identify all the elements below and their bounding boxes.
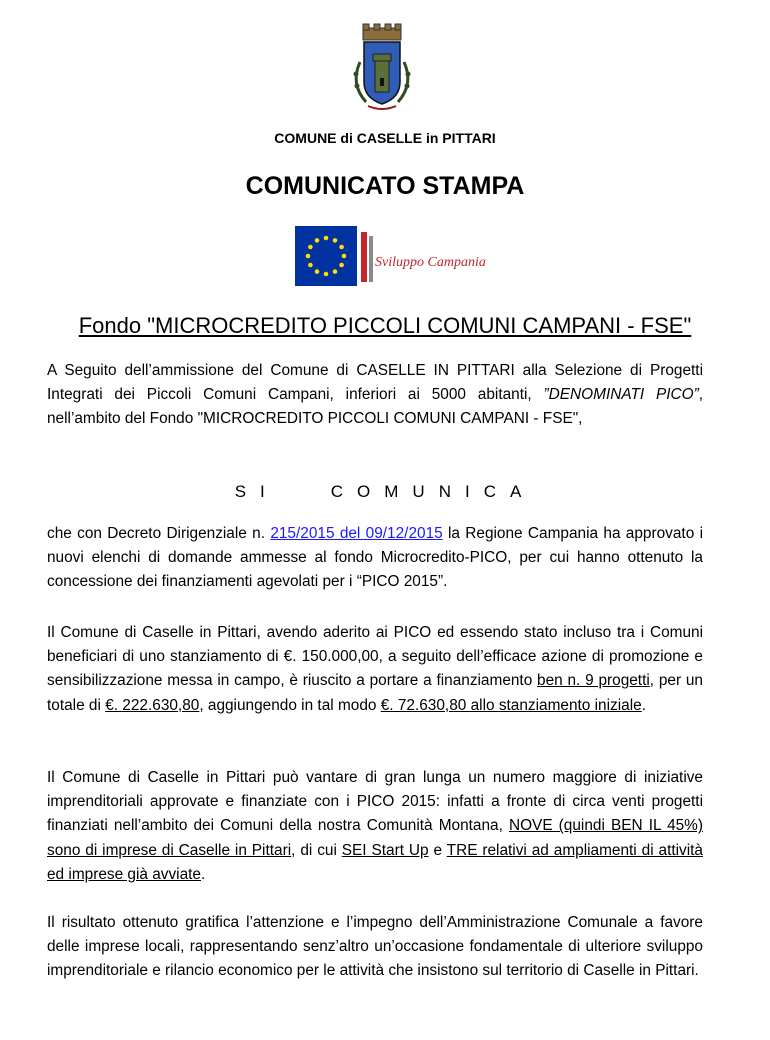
pico-italic: ”DENOMINATI PICO” (543, 386, 699, 404)
decreto-link[interactable]: 215/2015 del 09/12/2015 (270, 525, 443, 542)
finanziamento-text: Il Comune di Caselle in Pittari, avendo aderito ai PICO ed essendo stato incluso tra i Comuni beneficiari di uno stanziamento di €. 150.000,00, a seguito dell’efficace azione di promozione e sensibilizzazione messa in campo, è riuscito a portare a finanziamento (47, 624, 703, 690)
si-comunica-heading (0, 482, 770, 502)
finanziamento-text-end: . (641, 696, 646, 714)
sviluppo-logo-text: Sviluppo Campania (375, 255, 486, 270)
paragraph-finanziamento (47, 621, 703, 718)
paragraph-decreto (47, 522, 703, 595)
comune-heading: COMUNE di CASELLE in PITTARI (274, 130, 496, 146)
decreto-text-end: la Regione Campania ha approvato i nuovi elenchi di domande ammesse al fondo Microcredito-PICO, per cui hanno ottenuto la concessione dei finanziamenti agevolati per i “PICO 2015”. (47, 525, 703, 591)
tre-ampliamenti: TRE relativi ad ampliamenti di attività ed imprese già avviate (47, 841, 703, 883)
paragraph-intro (47, 359, 703, 432)
finanziamento-text-3: , aggiungendo in tal modo (199, 696, 381, 714)
sviluppo-campania-logo (357, 226, 486, 286)
iniziative-text-end: . (201, 865, 206, 883)
total-amount: €. 222.630,80 (105, 696, 200, 714)
si-word: SI (234, 482, 279, 501)
fondo-title: Fondo "MICROCREDITO PICCOLI COMUNI CAMPANI - FSE" (78, 313, 692, 338)
extra-amount: €. 72.630,80 allo stanziamento iniziale (380, 696, 642, 714)
intro-text-end: , nell’ambito del Fondo "MICROCREDITO PICCOLI COMUNI CAMPANI - FSE", (47, 386, 703, 428)
finanziamento-text-2: , per un totale di (47, 672, 703, 714)
decreto-text: che con Decreto Dirigenziale n. (47, 525, 271, 542)
iniziative-text-3: e (428, 841, 447, 859)
eu-flag-icon (295, 226, 357, 286)
sei-startup: SEI Start Up (341, 841, 429, 859)
intro-text: A Seguito dell’ammissione del Comune di CASELLE IN PITTARI alla Selezione di Progetti Integrati dei Piccoli Comuni Campani, inferiori ai 5000 abitanti, (47, 362, 703, 404)
iniziative-text-2: , di cui (291, 841, 342, 859)
comunica-word: COMUNICA (330, 482, 536, 501)
paragraph-risultato: Il risultato ottenuto gratifica l’attenzione e l’impegno dell’Amministrazione Comunale a favore delle imprese locali, rappresentando senz’altro un’occasione fondamentale di ulteriore sviluppo imprenditoriale e rilancio economico per le attività che insistono sul territorio di Caselle in Pittari. (47, 914, 703, 980)
iniziative-text: Il Comune di Caselle in Pittari può vantare di gran lunga un numero maggiore di iniziative imprenditoriali approvate e finanziate con i PICO 2015: infatti a fronte di circa venti progetti finanziati nell’ambito dei Comuni della nostra Comunità Montana, (47, 769, 703, 835)
progetti-count: ben n. 9 progetti (537, 672, 650, 690)
page-title: COMUNICATO STAMPA (245, 172, 525, 200)
coat-of-arms-icon (344, 22, 420, 112)
paragraph-iniziative (47, 766, 703, 887)
nove-imprese: NOVE (quindi BEN IL 45%) sono di imprese di Caselle in Pittari (47, 817, 703, 859)
logos-banner (295, 226, 486, 288)
